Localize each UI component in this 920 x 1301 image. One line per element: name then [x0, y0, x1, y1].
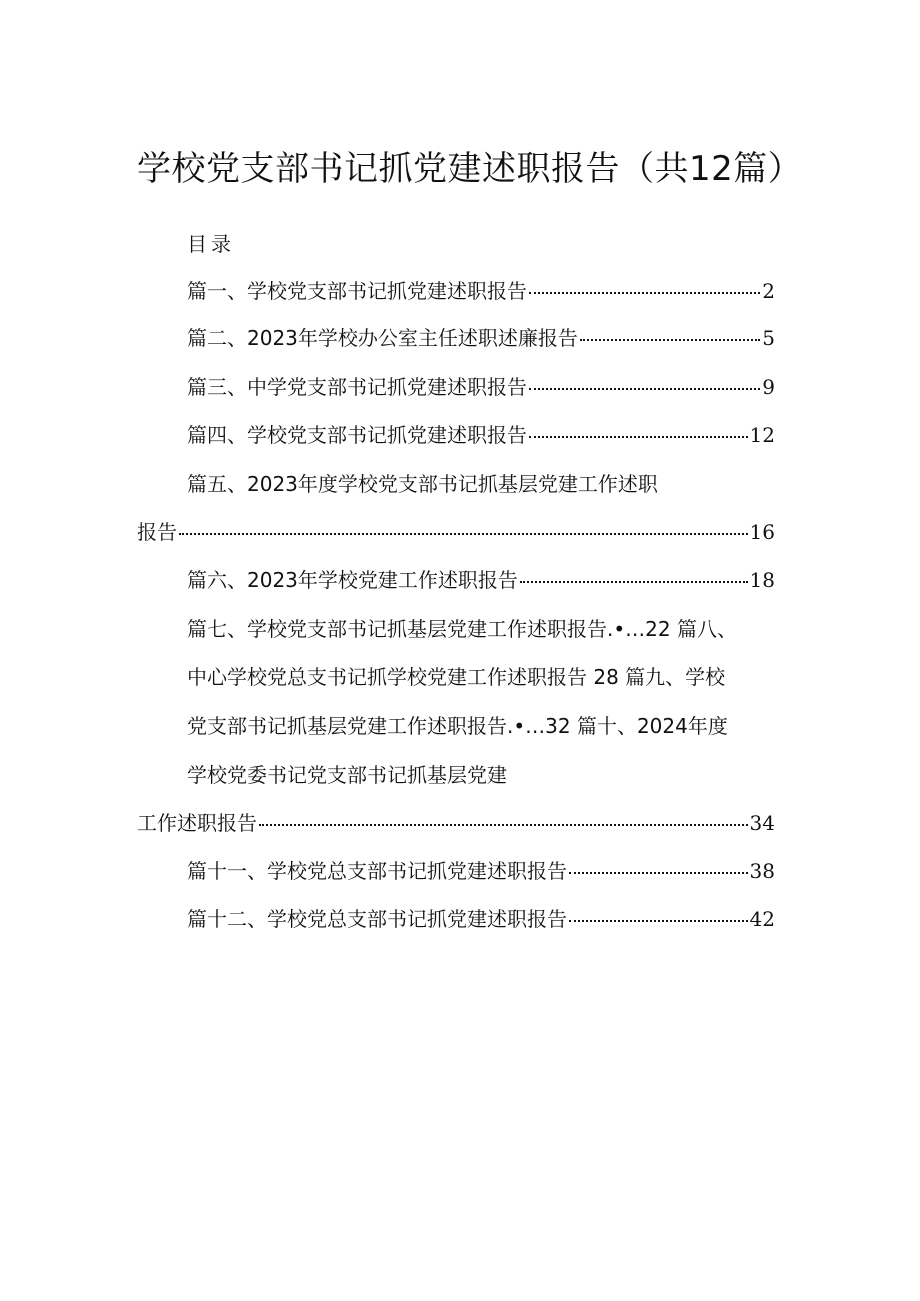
- toc-entry-text: 篇三、中学党支部书记抓党建述职报告: [187, 375, 527, 399]
- dot-leader: [529, 434, 748, 438]
- dot-leader: [529, 290, 760, 294]
- toc-entry-page: 18: [749, 568, 775, 592]
- toc-entry-11[interactable]: [187, 856, 775, 886]
- dot-leader: [259, 822, 748, 826]
- toc-entry-10[interactable]: [137, 808, 775, 838]
- toc-run-line-1[interactable]: 篇七、学校党支部书记抓基层党建工作述职报告.•…22 篇八、: [187, 617, 737, 641]
- toc-entry-page: 5: [762, 326, 775, 350]
- toc-entry-5-line1[interactable]: 篇五、2023年度学校党支部书记抓基层党建工作述职: [187, 472, 658, 496]
- toc-entry-1[interactable]: [187, 276, 775, 306]
- toc-entry-page: 9: [762, 375, 775, 399]
- toc-entry-12[interactable]: [187, 904, 775, 934]
- toc-entry-5[interactable]: [137, 517, 775, 547]
- toc-run-line-4[interactable]: 学校党委书记党支部书记抓基层党建: [187, 763, 507, 787]
- toc-entry-page: 2: [762, 279, 775, 303]
- toc-entry-text: 篇二、2023年学校办公室主任述职述廉报告: [187, 326, 578, 350]
- toc-run-line-2[interactable]: 中心学校党总支书记抓学校党建工作述职报告 28 篇九、学校: [187, 665, 726, 689]
- toc-entry-6[interactable]: [187, 565, 775, 595]
- toc-entry-2[interactable]: [187, 323, 775, 353]
- toc-entry-text: 工作述职报告: [137, 811, 257, 835]
- toc-entry-page: 42: [749, 907, 775, 931]
- toc-entry-page: 38: [749, 859, 775, 883]
- dot-leader: [179, 531, 748, 535]
- toc-entry-page: 12: [749, 423, 775, 447]
- dot-leader: [569, 918, 748, 922]
- dot-leader: [529, 386, 760, 390]
- dot-leader: [520, 579, 748, 583]
- document-title: 学校党支部书记抓党建述职报告（共12篇）: [137, 149, 803, 189]
- toc-run-line-3[interactable]: 党支部书记抓基层党建工作述职报告.•…32 篇十、2024年度: [187, 714, 728, 738]
- toc-entry-page: 16: [749, 520, 775, 544]
- toc-entry-text: 报告: [137, 520, 177, 544]
- toc-entry-text: 篇一、学校党支部书记抓党建述职报告: [187, 279, 527, 303]
- toc-entry-text: 篇四、学校党支部书记抓党建述职报告: [187, 423, 527, 447]
- toc-entry-3[interactable]: [187, 372, 775, 402]
- dot-leader: [569, 870, 748, 874]
- toc-entry-text: 篇十二、学校党总支部书记抓党建述职报告: [187, 907, 567, 931]
- toc-entry-text: 篇六、2023年学校党建工作述职报告: [187, 568, 518, 592]
- dot-leader: [580, 337, 760, 341]
- toc-entry-text: 篇十一、学校党总支部书记抓党建述职报告: [187, 859, 567, 883]
- toc-entry-4[interactable]: [187, 420, 775, 450]
- toc-entry-page: 34: [749, 811, 775, 835]
- toc-heading: 目录: [187, 232, 235, 256]
